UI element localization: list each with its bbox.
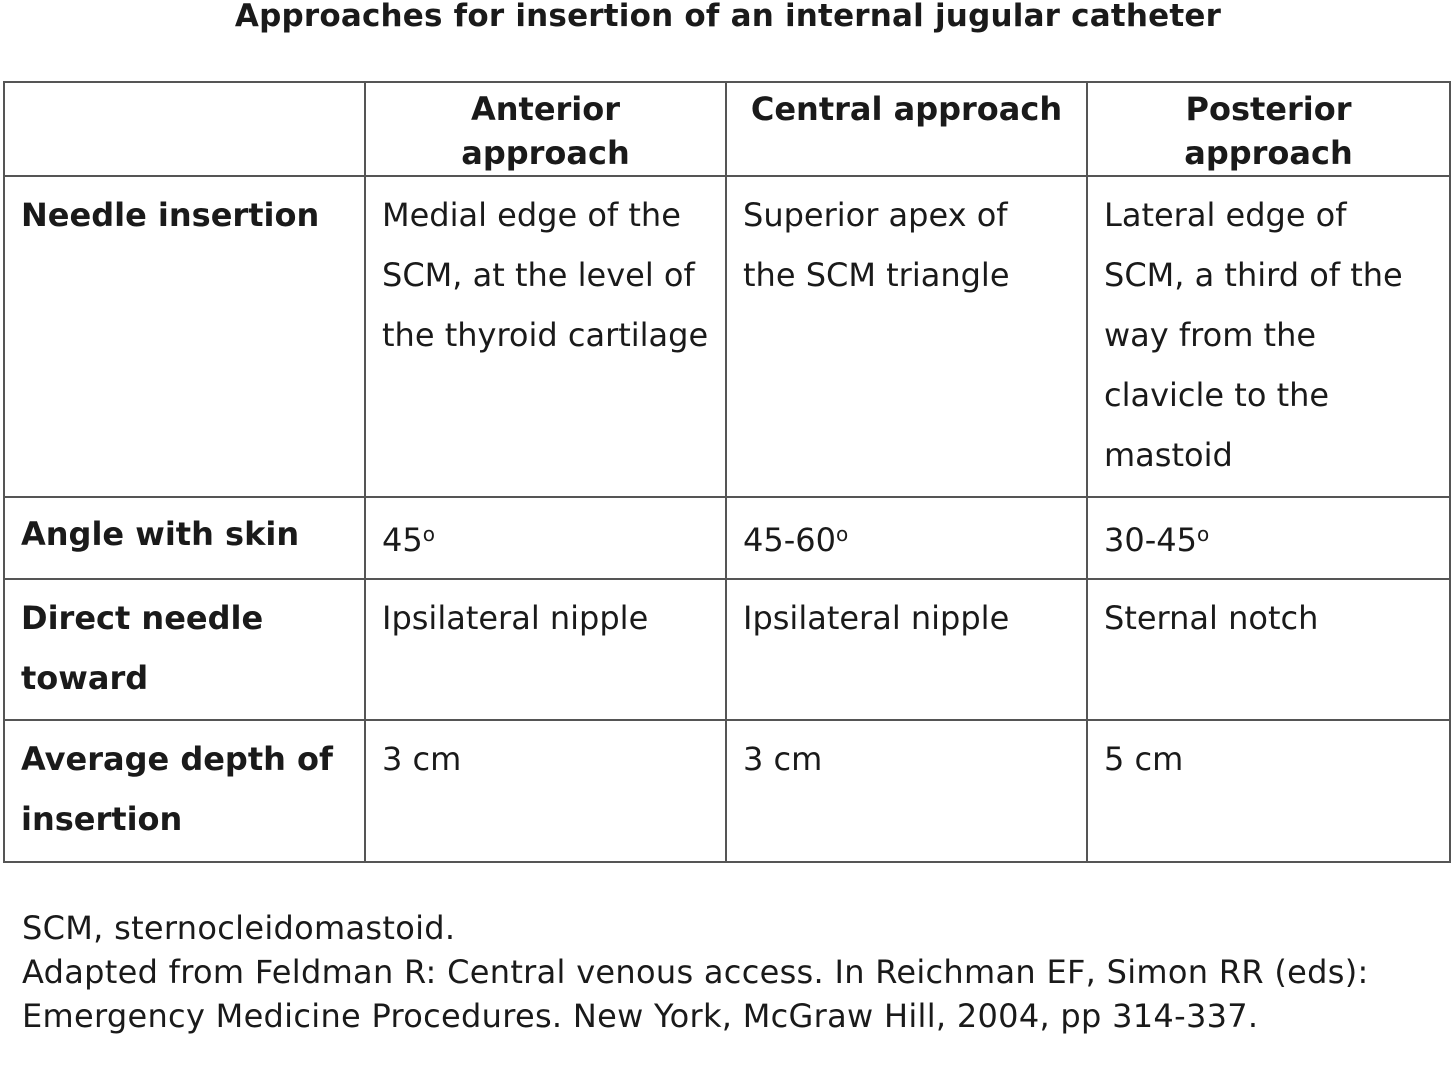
header-cell-anterior: Anterior approach: [365, 82, 726, 176]
source-citation: Adapted from Feldman R: Central venous access. In Reichman EF, Simon RR (eds): Emergency Medicine Procedures. New York, McGraw Hill, 2004, pp 314-337.: [22, 953, 1369, 1035]
abbreviation-note: SCM, sternocleidomastoid.: [22, 909, 456, 947]
cell-needle-anterior: Medial edge of the SCM, at the level of the thyroid cartilage: [365, 176, 726, 497]
cell-angle-central: [726, 497, 1087, 579]
table-header-row: [4, 82, 1450, 176]
table-row: [4, 720, 1450, 862]
cell-angle-posterior: [1087, 497, 1450, 579]
header-cell-central: Central approach: [726, 82, 1087, 176]
cell-direct-anterior: Ipsilateral nipple: [365, 579, 726, 720]
table-title: Approaches for insertion of an internal jugular catheter: [234, 0, 1222, 34]
degree-symbol: o: [835, 522, 849, 546]
angle-value: 45: [382, 521, 423, 559]
cell-direct-central: Ipsilateral nipple: [726, 579, 1087, 720]
angle-value: 30-45: [1104, 521, 1197, 559]
header-cell-empty: [4, 82, 365, 176]
angle-value: 45-60: [743, 521, 836, 559]
row-label-needle-insertion: Needle insertion: [4, 176, 365, 497]
row-label-angle: Angle with skin: [4, 497, 365, 579]
row-label-average-depth: Average depth of insertion: [4, 720, 365, 862]
approaches-table: [3, 81, 1451, 863]
table-row: [4, 579, 1450, 720]
table-row: [4, 176, 1450, 497]
cell-angle-anterior: [365, 497, 726, 579]
header-cell-posterior: Posterior approach: [1087, 82, 1450, 176]
table-row: [4, 497, 1450, 579]
cell-needle-central: Superior apex of the SCM triangle: [726, 176, 1087, 497]
degree-symbol: o: [422, 522, 435, 546]
degree-symbol: o: [1196, 522, 1210, 546]
cell-direct-posterior: Sternal notch: [1087, 579, 1450, 720]
cell-depth-central: 3 cm: [726, 720, 1087, 862]
cell-needle-posterior: Lateral edge of SCM, a third of the way from the clavicle to the mastoid: [1087, 176, 1450, 497]
cell-depth-posterior: 5 cm: [1087, 720, 1450, 862]
cell-depth-anterior: 3 cm: [365, 720, 726, 862]
footnote: [22, 906, 1442, 1038]
row-label-direct-needle: Direct needle toward: [4, 579, 365, 720]
